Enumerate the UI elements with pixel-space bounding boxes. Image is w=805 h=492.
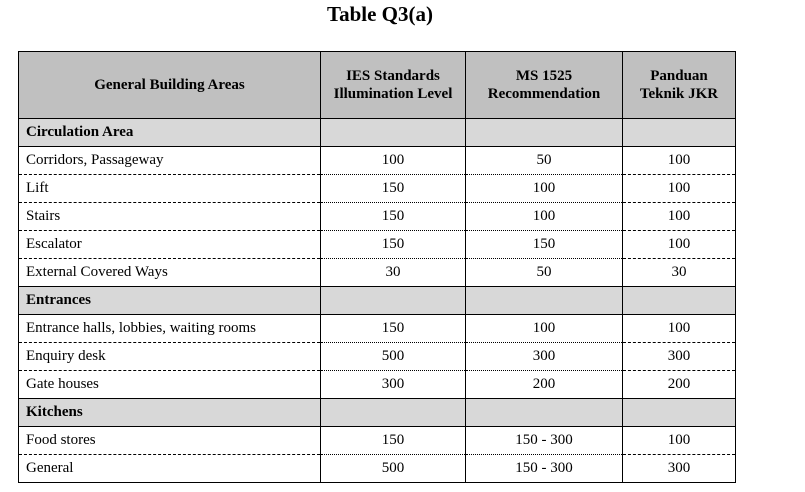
table-row (19, 343, 736, 371)
ms-cell: 300 (466, 343, 623, 371)
jkr-cell: 300 (623, 343, 736, 371)
table-row (19, 371, 736, 399)
ies-cell: 30 (321, 259, 466, 287)
section-empty-cell (466, 287, 623, 315)
jkr-cell: 100 (623, 231, 736, 259)
ies-cell: 150 (321, 427, 466, 455)
ms-cell: 50 (466, 259, 623, 287)
section-row (19, 119, 736, 147)
header-panduan-teknik-jkr: Panduan Teknik JKR (623, 52, 736, 119)
area-cell: Corridors, Passageway (19, 147, 321, 175)
ies-cell: 150 (321, 231, 466, 259)
area-cell: Gate houses (19, 371, 321, 399)
ms-cell: 50 (466, 147, 623, 175)
section-empty-cell (321, 399, 466, 427)
illumination-table (18, 51, 736, 483)
table-row (19, 175, 736, 203)
jkr-cell: 30 (623, 259, 736, 287)
table-row (19, 147, 736, 175)
jkr-cell: 300 (623, 455, 736, 483)
jkr-cell: 100 (623, 175, 736, 203)
area-cell: Entrance halls, lobbies, waiting rooms (19, 315, 321, 343)
area-cell: General (19, 455, 321, 483)
ms-cell: 200 (466, 371, 623, 399)
section-empty-cell (466, 399, 623, 427)
ies-cell: 150 (321, 315, 466, 343)
header-row (19, 52, 736, 119)
section-row (19, 399, 736, 427)
ies-cell: 150 (321, 203, 466, 231)
ms-cell: 150 (466, 231, 623, 259)
area-cell: Food stores (19, 427, 321, 455)
section-empty-cell (623, 287, 736, 315)
ies-cell: 300 (321, 371, 466, 399)
jkr-cell: 200 (623, 371, 736, 399)
table-row (19, 455, 736, 483)
table-row (19, 259, 736, 287)
jkr-cell: 100 (623, 315, 736, 343)
table-row (19, 427, 736, 455)
ies-cell: 150 (321, 175, 466, 203)
table-body (19, 119, 736, 483)
ms-cell: 100 (466, 203, 623, 231)
ies-cell: 500 (321, 343, 466, 371)
table-row (19, 315, 736, 343)
section-empty-cell (321, 119, 466, 147)
section-row (19, 287, 736, 315)
area-cell: Escalator (19, 231, 321, 259)
ms-cell: 150 - 300 (466, 427, 623, 455)
jkr-cell: 100 (623, 203, 736, 231)
table-row (19, 231, 736, 259)
area-cell: External Covered Ways (19, 259, 321, 287)
header-ms-1525: MS 1525 Recommendation (466, 52, 623, 119)
section-title: Circulation Area (19, 119, 321, 147)
table-row (19, 203, 736, 231)
ies-cell: 100 (321, 147, 466, 175)
jkr-cell: 100 (623, 427, 736, 455)
section-title: Kitchens (19, 399, 321, 427)
jkr-cell: 100 (623, 147, 736, 175)
section-empty-cell (623, 119, 736, 147)
section-empty-cell (466, 119, 623, 147)
header-general-building-areas: General Building Areas (19, 52, 321, 119)
section-empty-cell (623, 399, 736, 427)
ms-cell: 150 - 300 (466, 455, 623, 483)
section-empty-cell (321, 287, 466, 315)
table-caption: Table Q3(a) (327, 2, 433, 26)
section-title: Entrances (19, 287, 321, 315)
area-cell: Lift (19, 175, 321, 203)
ms-cell: 100 (466, 315, 623, 343)
ies-cell: 500 (321, 455, 466, 483)
area-cell: Enquiry desk (19, 343, 321, 371)
header-ies-standards: IES Standards Illumination Level (321, 52, 466, 119)
ms-cell: 100 (466, 175, 623, 203)
area-cell: Stairs (19, 203, 321, 231)
